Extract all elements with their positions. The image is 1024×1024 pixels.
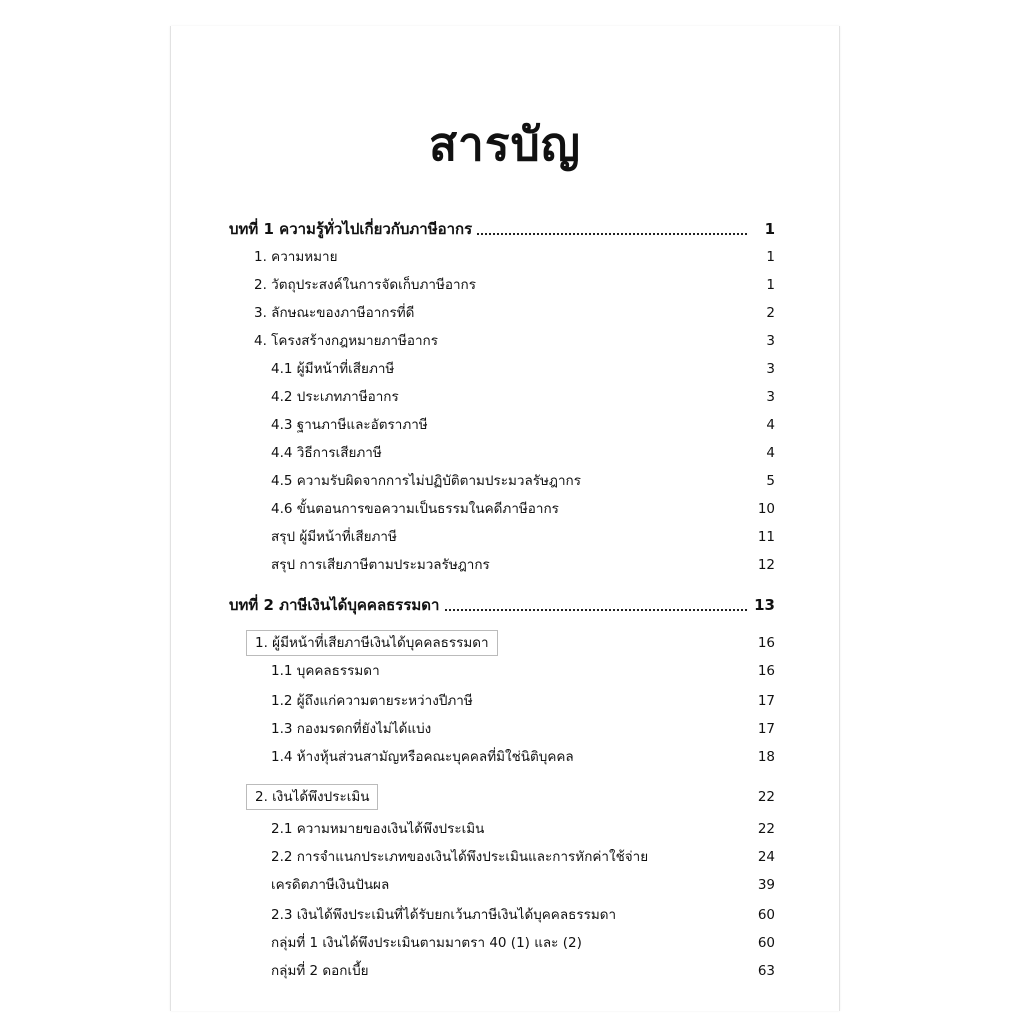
table-of-contents <box>171 26 839 1011</box>
toc-entry <box>171 784 839 810</box>
toc-entry-label: 3. ลักษณะของภาษีอากรที่ดี <box>254 305 415 321</box>
chapter-2-row <box>171 592 839 618</box>
toc-entry-label: 2.1 ความหมายของเงินได้พึงประเมิน <box>271 821 485 837</box>
chapter-2-page: 13 <box>754 596 775 614</box>
toc-entry-label: 4.3 ฐานภาษีและอัตราภาษี <box>271 417 428 433</box>
toc-entry-page: 22 <box>757 789 775 805</box>
toc-entry-label: 1.2 ผู้ถึงแก่ความตายระหว่างปีภาษี <box>271 693 473 709</box>
toc-entry <box>171 384 839 410</box>
toc-entry <box>171 468 839 494</box>
toc-entry-label: เครดิตภาษีเงินปันผล <box>271 877 390 893</box>
page-title: สารบัญ <box>428 117 581 171</box>
toc-entry-page: 60 <box>757 907 775 923</box>
toc-entry <box>171 658 839 684</box>
toc-entry-page: 3 <box>766 333 775 349</box>
toc-entry-page: 63 <box>757 963 775 979</box>
toc-entry <box>171 496 839 522</box>
toc-entry <box>171 902 839 928</box>
toc-entry <box>171 844 839 870</box>
toc-entry-label: กลุ่มที่ 2 ดอกเบี้ย <box>271 963 369 979</box>
toc-entry <box>171 716 839 742</box>
toc-entry-page: 10 <box>757 501 775 517</box>
toc-entry-page: 2 <box>766 305 775 321</box>
book-page <box>170 26 840 1011</box>
toc-entry-page: 22 <box>757 821 775 837</box>
toc-entry-label: 4.4 วิธีการเสียภาษี <box>271 445 382 461</box>
toc-entry <box>171 356 839 382</box>
chapter-1-row <box>171 216 839 242</box>
toc-entry-page: 18 <box>757 749 775 765</box>
toc-entry-page: 11 <box>757 529 775 545</box>
toc-entry-page: 3 <box>766 361 775 377</box>
toc-entry <box>171 958 839 984</box>
toc-entry-page: 16 <box>757 635 775 651</box>
toc-entry-label: 4.1 ผู้มีหน้าที่เสียภาษี <box>271 361 395 377</box>
toc-entry-label: 1.1 บุคคลธรรมดา <box>271 663 380 679</box>
toc-entry-label: 1. ผู้มีหน้าที่เสียภาษีเงินได้บุคคลธรรมดา <box>246 630 498 656</box>
toc-entry-label: สรุป ผู้มีหน้าที่เสียภาษี <box>271 529 397 545</box>
chapter-1-label: บทที่ 1 ความรู้ทั่วไปเกี่ยวกับภาษีอากร <box>229 216 476 242</box>
toc-entry-label: 1.3 กองมรดกที่ยังไม่ได้แบ่ง <box>271 721 432 737</box>
toc-entry-label: กลุ่มที่ 1 เงินได้พึงประเมินตามมาตรา 40 (1) และ (2) <box>271 935 582 951</box>
toc-entry <box>171 630 839 656</box>
toc-entry-page: 1 <box>766 277 775 293</box>
toc-entry-label: สรุป การเสียภาษีตามประมวลรัษฎากร <box>271 557 490 573</box>
toc-entry-label: 2. เงินได้พึงประเมิน <box>246 784 378 810</box>
toc-entry-page: 1 <box>766 249 775 265</box>
toc-entry-page: 24 <box>757 849 775 865</box>
toc-entry-label: 2.2 การจำแนกประเภทของเงินได้พึงประเมินและการหักค่าใช้จ่าย <box>271 849 649 865</box>
toc-entry-page: 16 <box>757 663 775 679</box>
toc-entry-label: 4. โครงสร้างกฎหมายภาษีอากร <box>254 333 438 349</box>
toc-entry <box>171 412 839 438</box>
toc-entry-page: 12 <box>757 557 775 573</box>
toc-entry <box>171 930 839 956</box>
toc-entry <box>171 328 839 354</box>
toc-entry-page: 60 <box>757 935 775 951</box>
toc-entry-page: 5 <box>766 473 775 489</box>
toc-entry-page: 39 <box>757 877 775 893</box>
toc-entry <box>171 524 839 550</box>
toc-entry-label: 2.3 เงินได้พึงประเมินที่ได้รับยกเว้นภาษีเงินได้บุคคลธรรมดา <box>271 907 617 923</box>
toc-entry <box>171 272 839 298</box>
toc-entry <box>171 744 839 770</box>
toc-entry-label: 1. ความหมาย <box>254 249 338 265</box>
toc-entry <box>171 688 839 714</box>
toc-entry <box>171 440 839 466</box>
toc-entry-page: 4 <box>766 445 775 461</box>
toc-entry-label: 2. วัตถุประสงค์ในการจัดเก็บภาษีอากร <box>254 277 476 293</box>
chapter-2-label: บทที่ 2 ภาษีเงินได้บุคคลธรรมดา <box>229 592 443 618</box>
toc-entry-page: 17 <box>757 693 775 709</box>
toc-entry-label: 4.5 ความรับผิดจากการไม่ปฏิบัติตามประมวลรัษฎากร <box>271 473 581 489</box>
chapter-1-page: 1 <box>764 220 775 238</box>
toc-entry <box>171 244 839 270</box>
toc-entry-label: 1.4 ห้างหุ้นส่วนสามัญหรือคณะบุคคลที่มิใช่นิติบุคคล <box>271 749 574 765</box>
toc-entry <box>171 872 839 898</box>
toc-entry-page: 4 <box>766 417 775 433</box>
toc-entry-page: 17 <box>757 721 775 737</box>
toc-entry-page: 3 <box>766 389 775 405</box>
toc-entry <box>171 816 839 842</box>
toc-entry <box>171 552 839 578</box>
toc-entry-label: 4.2 ประเภทภาษีอากร <box>271 389 399 405</box>
toc-entry-label: 4.6 ขั้นตอนการขอความเป็นธรรมในคดีภาษีอากร <box>271 501 559 517</box>
toc-entry <box>171 300 839 326</box>
